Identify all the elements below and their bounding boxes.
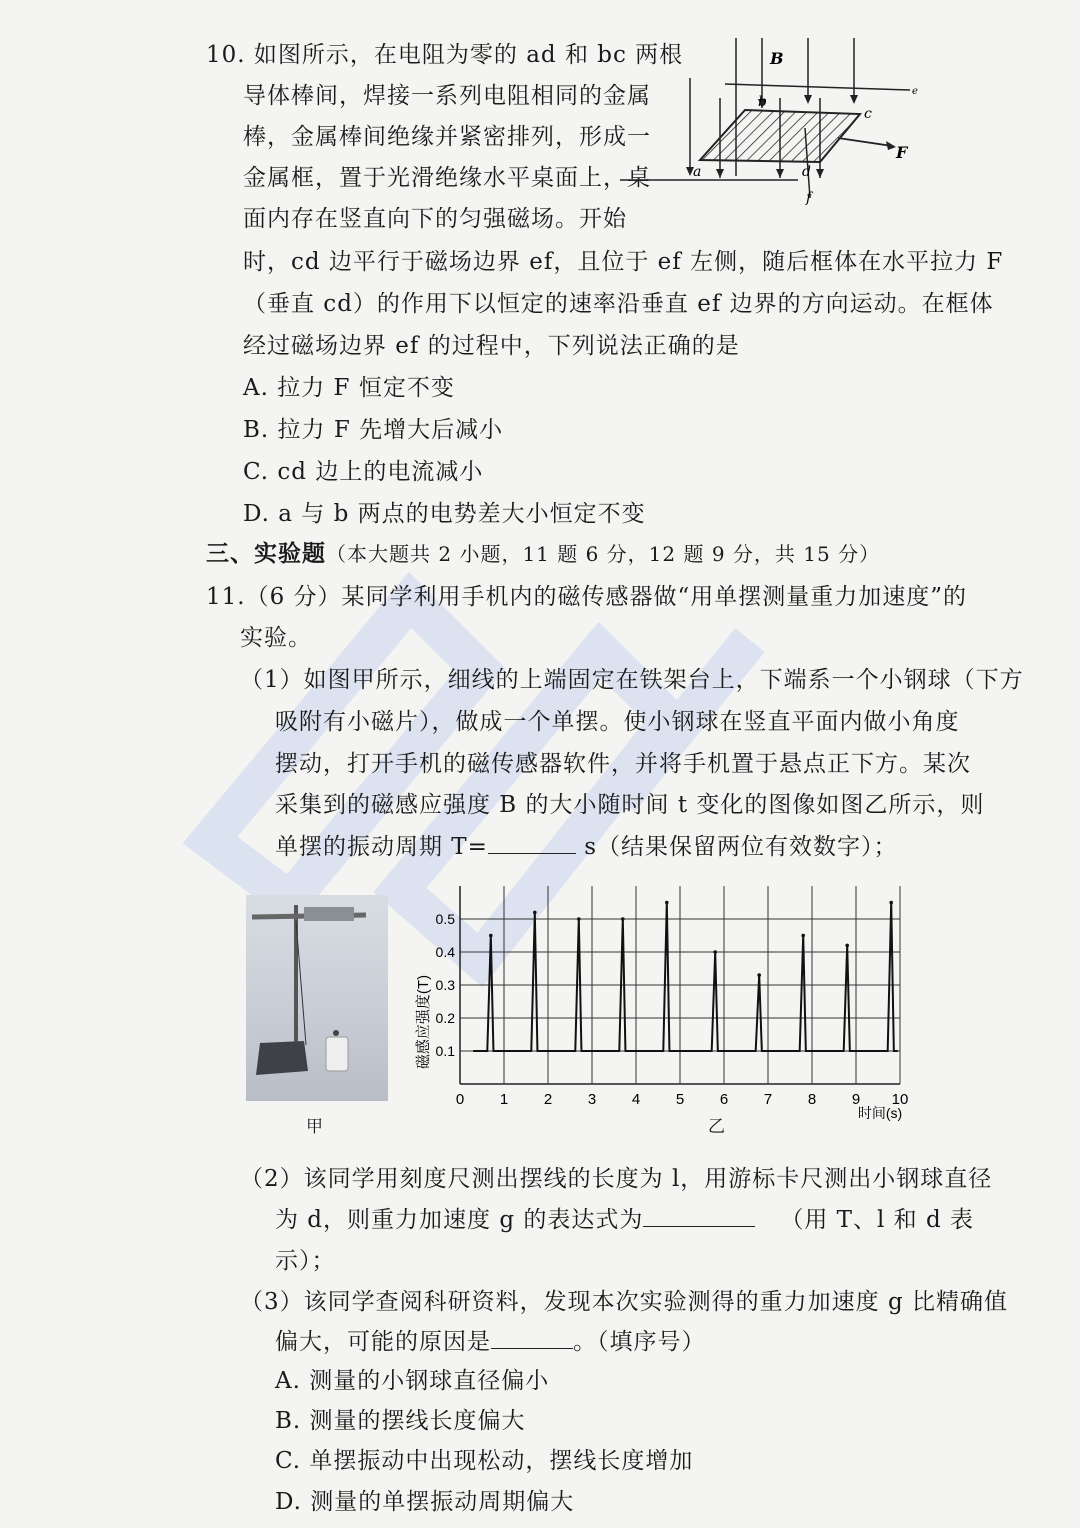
x-tick-label: 4 <box>631 1091 641 1108</box>
peak-point <box>845 944 849 948</box>
peak-point <box>801 934 805 938</box>
label-c: c <box>864 106 872 122</box>
peak-point <box>577 917 581 921</box>
q11-g-expression-blank[interactable] <box>643 1206 755 1227</box>
q10-option-a: A. 拉力 F 恒定不变 <box>243 375 455 401</box>
q11-g-prefix: 为 d，则重力加速度 g 的表达式为 <box>275 1207 644 1233</box>
x-tick-label: 6 <box>719 1091 729 1108</box>
caption-jia: 甲 <box>306 1117 323 1137</box>
peak-point <box>665 901 669 905</box>
chart-ticks <box>436 911 909 1108</box>
q11-period-blank[interactable] <box>488 833 576 854</box>
q11-reason-prefix: 偏大，可能的原因是 <box>275 1329 491 1355</box>
chart-series <box>473 901 898 1051</box>
q11-part3-line-2 <box>275 1327 706 1357</box>
chart-grid <box>460 886 900 1084</box>
q11-option-d: D. 测量的单摆振动周期偏大 <box>275 1489 575 1515</box>
q11-part3-line-1: （3）该同学查阅科研资料，发现本次实验测得的重力加速度 g 比精确值 <box>240 1289 1008 1315</box>
q11-part1-line-5 <box>275 832 898 862</box>
y-tick-label: 0.5 <box>435 911 455 927</box>
label-a: a <box>693 164 702 180</box>
q11-stem-2: 实验。 <box>240 625 312 651</box>
y-tick-label: 0.3 <box>435 977 455 993</box>
section-title: 三、实验题 <box>206 540 326 567</box>
q11-part1-line-2: 吸附有小磁片），做成一个单摆。使小钢球在竖直平面内做小角度 <box>275 709 960 735</box>
q11-reason-suffix: 。（填序号） <box>573 1329 706 1355</box>
peak-point <box>621 917 625 921</box>
q10-line-7: （垂直 cd）的作用下以恒定的速率沿垂直 ef 边界的方向运动。在框体 <box>243 291 994 317</box>
q10-option-d: D. a 与 b 两点的电势差大小恒定不变 <box>243 501 646 527</box>
q10-line-6: 时，cd 边平行于磁场边界 ef，且位于 ef 左侧，随后框体在水平拉力 F <box>243 249 1004 275</box>
q11-period-prefix: 单摆的振动周期 T= <box>275 834 488 860</box>
q10-magnetic-field-figure <box>620 38 920 208</box>
label-B: B <box>770 49 784 68</box>
pendulum-photo <box>246 895 388 1101</box>
q11-part1-line-4: 采集到的磁感应强度 B 的大小随时间 t 变化的图像如图乙所示，则 <box>275 792 985 818</box>
y-tick-label: 0.4 <box>435 944 455 960</box>
q10-option-b: B. 拉力 F 先增大后减小 <box>243 417 504 443</box>
section-heading <box>206 539 880 569</box>
chart-y-axis-label: 磁感应强度(T) <box>415 974 432 1070</box>
q11-part1-line-1: （1）如图甲所示，细线的上端固定在铁架台上，下端系一个小钢球（下方 <box>240 667 1024 693</box>
y-tick-label: 0.2 <box>435 1010 455 1026</box>
peak-point <box>533 911 537 915</box>
peak-point <box>713 950 717 954</box>
x-tick-label: 2 <box>543 1091 553 1108</box>
q11-part2-line-3: 示）； <box>275 1248 336 1274</box>
y-tick-label: 0.1 <box>435 1043 455 1059</box>
label-F: F <box>896 143 908 162</box>
label-e: e <box>912 86 918 97</box>
q10-option-c: C. cd 边上的电流减小 <box>243 459 484 485</box>
x-tick-label: 7 <box>763 1091 773 1108</box>
q10-line-8: 经过磁场边界 ef 的过程中，下列说法正确的是 <box>243 333 740 359</box>
caption-yi: 乙 <box>708 1117 725 1137</box>
section-note: （本大题共 2 小题，11 题 6 分，12 题 9 分，共 15 分） <box>326 542 881 566</box>
q10-line-1: 10. 如图所示，在电阻为零的 ad 和 bc 两根 <box>206 42 684 68</box>
q11-option-a: A. 测量的小钢球直径偏小 <box>275 1368 550 1394</box>
q11-stem-1: 11.（6 分）某同学利用手机内的磁传感器做“用单摆测量重力加速度”的 <box>206 584 968 610</box>
q10-line-5: 面内存在竖直向下的匀强磁场。开始 <box>243 206 627 232</box>
q10-line-4: 金属框，置于光滑绝缘水平桌面上，桌 <box>243 165 651 191</box>
peak-point <box>489 934 493 938</box>
q11-g-suffix: （用 T、l 和 d 表 <box>780 1207 974 1233</box>
label-d: d <box>802 164 811 180</box>
x-tick-label: 3 <box>587 1091 597 1108</box>
label-b: b <box>758 94 767 110</box>
q11-option-b: B. 测量的摆线长度偏大 <box>275 1408 526 1434</box>
magnetic-field-chart <box>400 880 920 1130</box>
peak-point <box>889 901 893 905</box>
q11-period-suffix: s（结果保留两位有效数字）； <box>584 834 898 860</box>
x-tick-label: 9 <box>851 1091 861 1108</box>
q11-part2-line-2 <box>275 1205 974 1235</box>
q10-line-2: 导体棒间，焊接一系列电阻相同的金属 <box>243 83 651 109</box>
peak-point <box>757 973 761 977</box>
x-tick-label: 8 <box>807 1091 817 1108</box>
x-tick-label: 1 <box>499 1091 509 1108</box>
q11-part1-line-3: 摆动，打开手机的磁传感器软件，并将手机置于悬点正下方。某次 <box>275 751 971 777</box>
magnetic-field-series <box>473 903 898 1052</box>
q11-part2-line-1: （2）该同学用刻度尺测出摆线的长度为 l，用游标卡尺测出小钢球直径 <box>240 1166 993 1192</box>
label-f: f <box>806 190 812 206</box>
q10-line-3: 棒，金属棒间绝缘并紧密排列，形成一 <box>243 124 651 150</box>
x-tick-label: 0 <box>455 1091 465 1108</box>
x-tick-label: 5 <box>675 1091 685 1108</box>
q11-reason-blank[interactable] <box>491 1328 573 1349</box>
chart-x-axis-label: 时间(s) <box>857 1105 903 1121</box>
x-tick-label: 10 <box>891 1091 909 1108</box>
q11-option-c: C. 单摆振动中出现松动，摆线长度增加 <box>275 1448 694 1474</box>
